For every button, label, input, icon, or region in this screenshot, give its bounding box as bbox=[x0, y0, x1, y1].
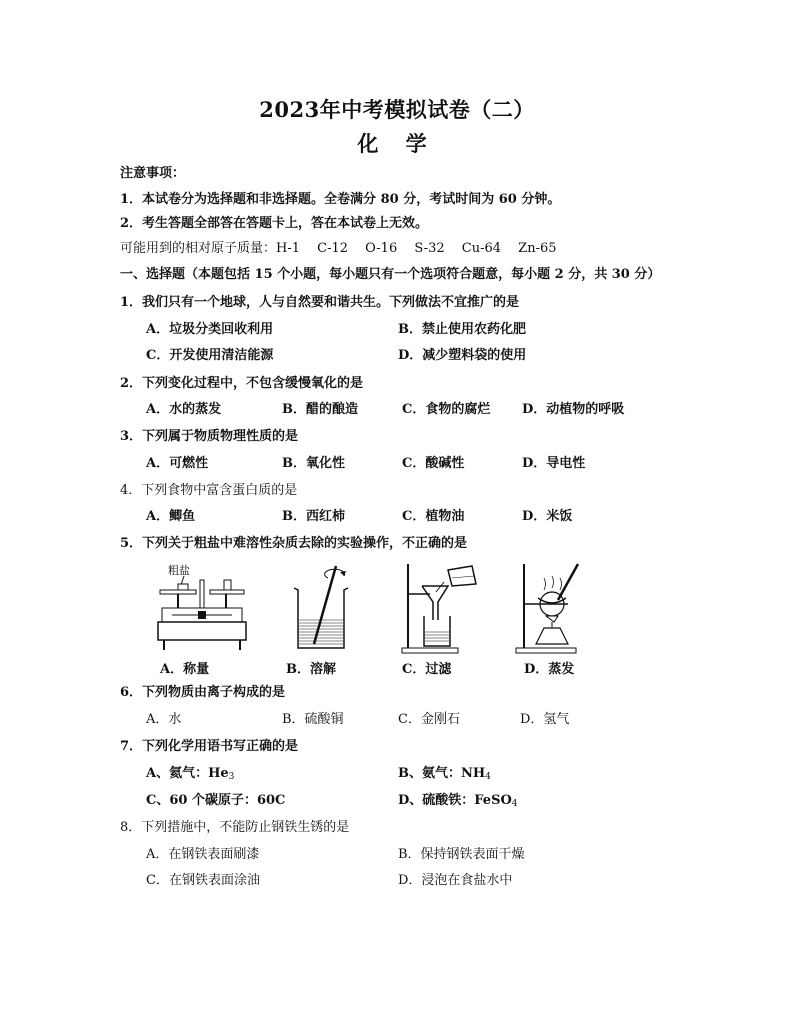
balance-figure bbox=[154, 560, 249, 655]
notice-heading: 注意事项： bbox=[120, 166, 186, 181]
q1-option-d: D．减少塑料袋的使用 bbox=[398, 348, 527, 363]
q3-stem: 3．下列属于物质物理性质的是 bbox=[120, 429, 299, 444]
q7-option-a bbox=[146, 766, 234, 785]
q8-option-c: C．在钢铁表面涂油 bbox=[146, 873, 260, 888]
q7-option-b-text: B、氨气：NH bbox=[398, 766, 486, 781]
q1-option-a: A．垃圾分类回收利用 bbox=[146, 322, 274, 337]
crude-salt-label: 粗盐 bbox=[168, 564, 190, 577]
beaker-figure bbox=[288, 560, 358, 655]
evaporation-figure bbox=[514, 560, 604, 655]
q4-option-b: B．西红柿 bbox=[282, 509, 345, 524]
q5-stem: 5．下列关于粗盐中难溶性杂质去除的实验操作，不正确的是 bbox=[120, 536, 468, 551]
q1-option-c: C．开发使用清洁能源 bbox=[146, 348, 274, 363]
q4-option-c: C．植物油 bbox=[402, 509, 465, 524]
q6-option-d: D．氢气 bbox=[520, 712, 570, 727]
q1-stem: 1．我们只有一个地球，人与自然要和谐共生。下列做法不宜推广的是 bbox=[120, 295, 520, 310]
q7-stem: 7．下列化学用语书写正确的是 bbox=[120, 739, 299, 754]
q2-option-d: D．动植物的呼吸 bbox=[522, 402, 625, 417]
q3-option-a: A．可燃性 bbox=[146, 456, 209, 471]
q7-option-a-sub: 3 bbox=[228, 772, 235, 782]
notice-item-2: 2．考生答题全部答在答题卡上，答在本试卷上无效。 bbox=[120, 216, 429, 231]
exam-subject: 化 学 bbox=[357, 131, 437, 156]
q6-stem: 6．下列物质由离子构成的是 bbox=[120, 685, 286, 700]
q7-option-d-text: D、硫酸铁：FeSO bbox=[398, 793, 512, 808]
section-1-heading: 一、选择题（本题包括 15 个小题，每小题只有一个选项符合题意，每小题 2 分，共 30 分） bbox=[120, 267, 661, 282]
q4-option-d: D．米饭 bbox=[522, 509, 573, 524]
q6-option-a: A．水 bbox=[146, 712, 182, 727]
q6-option-b: B．硫酸铜 bbox=[282, 712, 344, 727]
q3-option-c: C．酸碱性 bbox=[402, 456, 465, 471]
q6-option-c: C．金刚石 bbox=[398, 712, 460, 727]
q4-stem: 4．下列食物中富含蛋白质的是 bbox=[120, 483, 298, 498]
q2-option-c: C．食物的腐烂 bbox=[402, 402, 491, 417]
q7-option-c: C、60 个碳原子：60C bbox=[146, 793, 286, 808]
q3-option-b: B．氧化性 bbox=[282, 456, 345, 471]
q3-option-d: D．导电性 bbox=[522, 456, 586, 471]
q8-stem: 8．下列措施中，不能防止钢铁生锈的是 bbox=[120, 820, 350, 835]
q2-option-a: A．水的蒸发 bbox=[146, 402, 222, 417]
notice-item-1: 1．本试卷分为选择题和非选择题。全卷满分 80 分，考试时间为 60 分钟。 bbox=[120, 192, 561, 207]
q5-option-c: C．过滤 bbox=[402, 662, 452, 677]
q5-option-d: D．蒸发 bbox=[524, 662, 575, 677]
q5-option-b: B．溶解 bbox=[286, 662, 336, 677]
q7-option-b bbox=[398, 766, 491, 785]
q4-option-a: A．鲫鱼 bbox=[146, 509, 196, 524]
q8-option-d: D．浸泡在食盐水中 bbox=[398, 873, 513, 888]
filtration-figure bbox=[400, 560, 490, 655]
q7-option-a-text: A、氦气：He bbox=[146, 766, 229, 781]
exam-title: 2023年中考模拟试卷（二） bbox=[259, 97, 535, 122]
q7-option-d bbox=[398, 793, 518, 812]
q8-option-a: A．在钢铁表面刷漆 bbox=[146, 847, 260, 862]
q5-figures bbox=[150, 560, 600, 655]
q2-stem: 2．下列变化过程中，不包含缓慢氧化的是 bbox=[120, 376, 364, 391]
q7-option-d-sub: 4 bbox=[511, 799, 518, 809]
atomic-mass-line: 可能用到的相对原子质量：H-1 C-12 O-16 S-32 Cu-64 Zn-65 bbox=[120, 241, 557, 256]
q7-option-b-sub: 4 bbox=[485, 772, 491, 782]
q1-option-b: B．禁止使用农药化肥 bbox=[398, 322, 526, 337]
q2-option-b: B．醋的酿造 bbox=[282, 402, 358, 417]
q5-option-a: A．称量 bbox=[160, 662, 210, 677]
q8-option-b: B．保持钢铁表面干燥 bbox=[398, 847, 525, 862]
